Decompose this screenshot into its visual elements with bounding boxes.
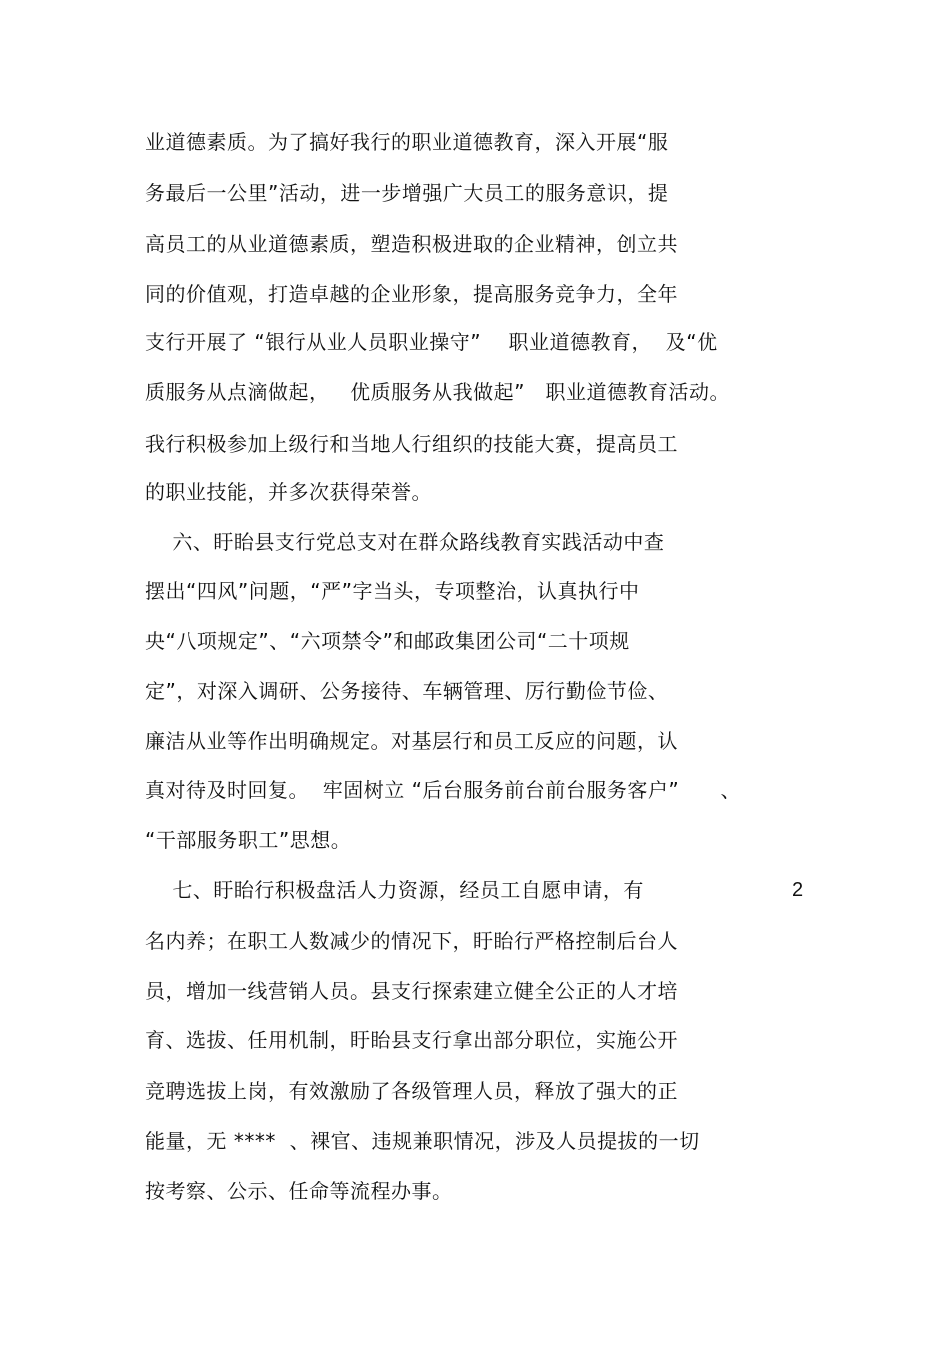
text-line: 育、选拔、任用机制，盱眙县支行拿出部分职位，实施公开 [145, 1028, 678, 1052]
text-line: 六、盱眙县支行党总支对在群众路线教育实践活动中查 [145, 530, 665, 554]
text-line: 廉洁从业等作出明确规定。对基层行和员工反应的问题，认 [145, 729, 678, 753]
text-line: “干部服务职工”思想。 [145, 828, 352, 852]
text-line: 支行开展了 “银行从业人员职业操守” 职业道德教育， 及“优 [145, 330, 718, 354]
text-line: 高员工的从业道德素质，塑造积极进取的企业精神，创立共 [145, 232, 678, 256]
text-line: 能量，无 **** 、裸官、违规兼职情况，涉及人员提拔的一切 [145, 1129, 700, 1153]
text-line: 按考察、公示、任命等流程办事。 [145, 1179, 453, 1203]
text-line: 摆出“四风”问题，“严”字当头，专项整治，认真执行中 [145, 579, 640, 603]
text-line: 名内养；在职工人数减少的情况下，盱眙行严格控制后台人 [145, 929, 678, 953]
text-line: 质服务从点滴做起， 优质服务从我做起” 职业道德教育活动。 [145, 380, 731, 404]
text-line: 真对待及时回复。 牢固树立 “后台服务前台前台服务客户” 、 [145, 778, 741, 802]
text-line: 定”，对深入调研、公务接待、车辆管理、厉行勤俭节俭、 [145, 679, 669, 703]
text-line: 央“八项规定”、“六项禁令”和邮政集团公司“二十项规 [145, 629, 630, 653]
text-line: 竞聘选拔上岗，有效激励了各级管理人员，释放了强大的正 [145, 1079, 678, 1103]
text-line: 务最后一公里”活动，进一步增强广大员工的服务意识，提 [145, 181, 669, 205]
text-line: 员，增加一线营销人员。县支行探索建立健全公正的人才培 [145, 979, 678, 1003]
text-line: 的职业技能，并多次获得荣誉。 [145, 480, 432, 504]
text-line: 同的价值观，打造卓越的企业形象，提高服务竞争力，全年 [145, 282, 678, 306]
text-line: 七、盱眙行积极盘活人力资源，经员工自愿申请，有 [145, 878, 644, 902]
text-line: 我行积极参加上级行和当地人行组织的技能大赛，提高员工 [145, 432, 678, 456]
page-number: 2 [792, 879, 804, 901]
text-line: 业道德素质。为了搞好我行的职业道德教育，深入开展“服 [145, 130, 669, 154]
